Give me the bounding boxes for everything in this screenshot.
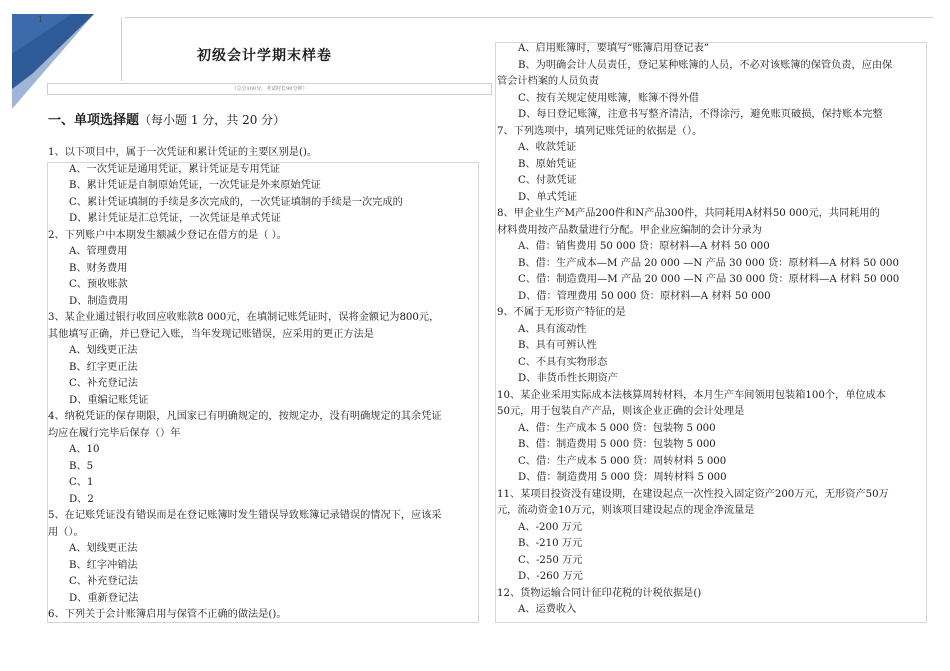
option-line: D、借：管理费用 50 000 贷：原材料—A 材料 50 000 <box>518 290 771 302</box>
question-line: 50元，用于包装自产产品，则该企业正确的会计处理是 <box>497 406 745 417</box>
question-line: 1、以下项目中，属于一次凭证和累计凭证的主要区别是()。 <box>48 147 318 158</box>
option-line: B、红字更正法 <box>69 361 138 373</box>
left-column <box>48 145 480 624</box>
option-line: A、10 <box>69 444 100 455</box>
option-line: C、补充登记法 <box>69 576 138 587</box>
option-line: A、划线更正法 <box>69 543 138 554</box>
question-line: 2、下列账户中本期发生额减少登记在借方的是（ ）。 <box>48 229 287 241</box>
page-title: 初级会计学期末样卷 <box>197 48 332 64</box>
question-line: 7、下列选项中，填列记账凭证的依据是（）。 <box>497 125 703 137</box>
option-line: B、为明确会计人员责任，登记某种账簿的人员，不必对该账簿的保管负责，应由保 <box>518 59 893 71</box>
question-line: 4、纳税凭证的保存期限，凡国家已有明确规定的，按规定办，没有明确规定的其余凭证 <box>48 411 442 422</box>
question-line: 管会计档案的人员负责 <box>497 76 599 87</box>
exam-info-box: （总分100分，考试时长90分钟） <box>47 83 492 95</box>
option-line: C、-250 万元 <box>518 554 583 566</box>
question-line: 材料费用按产品数量进行分配。甲企业应编制的会计分录为 <box>497 224 762 236</box>
option-line: D、借：制造费用 5 000 贷：周转材料 5 000 <box>518 472 727 483</box>
option-line: A、-200 万元 <box>518 521 583 533</box>
option-line: D、非货币性长期资产 <box>518 373 618 384</box>
option-line: C、借：制造费用—M 产品 20 000 —N 产品 30 000 贷：原材料—A 材料 50 000 <box>518 274 900 285</box>
question-line: 8、甲企业生产M产品200件和N产品300件，共同耗用A材料50 000元，共同耗用的 <box>497 208 880 219</box>
option-line: A、借：生产成本 5 000 贷：包装物 5 000 <box>518 422 716 434</box>
option-line: D、-260 万元 <box>518 571 583 582</box>
question-line: 9、不属于无形资产特征的是 <box>497 307 626 318</box>
option-line: A、运费收入 <box>518 604 577 615</box>
option-line: C、按有关规定使用账簿，账簿不得外借 <box>518 92 699 104</box>
section-note: （每小题 1 分，共 20 分） <box>139 113 286 127</box>
option-line: D、累计凭证是汇总凭证，一次凭证是单式凭证 <box>69 213 281 224</box>
page-number: 1 <box>38 15 44 24</box>
question-line: 3、某企业通过银行收回应收账款8 000元，在填制记账凭证时，误将金额记为800元， <box>48 312 440 323</box>
option-line: C、预收账款 <box>69 279 128 290</box>
option-line: A、一次凭证是通用凭证，累计凭证是专用凭证 <box>69 163 281 175</box>
option-line: C、补充登记法 <box>69 378 138 389</box>
option-line: B、原始凭证 <box>518 158 577 170</box>
question-line: 10、某企业采用实际成本法核算周转材料，本月生产车间领用包装箱100个，单位成本 <box>497 389 886 401</box>
option-line: C、借：生产成本 5 000 贷：周转材料 5 000 <box>518 455 727 467</box>
header-rule <box>125 17 933 18</box>
question-line: 均应在履行完毕后保存（）年 <box>48 427 181 439</box>
option-line: B、红字冲销法 <box>69 559 138 571</box>
option-line: D、重编记账凭证 <box>69 394 149 406</box>
option-line: A、具有流动性 <box>518 323 587 335</box>
option-line: C、不具有实物形态 <box>518 356 608 368</box>
option-line: A、借：销售费用 50 000 贷：原材料—A 材料 50 000 <box>518 241 770 252</box>
question-line: 11、某项目投资没有建设期，在建设起点一次性投入固定资产200万元，无形资产50万 <box>497 488 889 500</box>
option-line: D、2 <box>69 493 94 505</box>
option-line: C、累计凭证填制的手续是多次完成的，一次凭证填制的手续是一次完成的 <box>69 196 403 208</box>
question-line: 6、下列关于会计账簿启用与保管不正确的做法是()。 <box>48 609 287 620</box>
option-line: B、累计凭证是自制原始凭证，一次凭证是外来原始凭证 <box>69 180 321 191</box>
option-line: A、启用账簿时，要填写“账簿启用登记表” <box>518 43 709 54</box>
option-line: A、管理费用 <box>69 246 128 257</box>
question-line: 其他填写正确，并已登记入账，当年发现记账错误，应采用的更正方法是 <box>48 328 374 340</box>
option-line: B、借：生产成本—M 产品 20 000 —N 产品 30 000 贷：原材料—A 材料 50 000 <box>518 257 899 269</box>
option-line: D、重新登记法 <box>69 592 139 604</box>
option-line: A、划线更正法 <box>69 345 138 356</box>
option-line: D、每日登记账簿，注意书写整齐清洁，不得涂污，避免账页破损，保持账本完整 <box>518 109 883 120</box>
question-line: 12、货物运输合同计征印花税的计税依据是() <box>497 587 702 599</box>
question-line: 5、在记账凭证没有错误而是在登记账簿时发生错误导致账簿记录错误的情况下，应该采 <box>48 510 442 521</box>
question-line: 用（）。 <box>48 526 84 538</box>
option-line: D、单式凭证 <box>518 191 578 203</box>
section-heading <box>48 109 285 128</box>
section-title: 一、单项选择题 <box>48 113 140 128</box>
option-line: D、制造费用 <box>69 295 129 307</box>
option-line: A、收款凭证 <box>518 142 577 153</box>
option-line: C、1 <box>69 477 94 488</box>
option-line: C、付款凭证 <box>518 175 577 186</box>
option-line: B、具有可辨认性 <box>518 340 597 351</box>
option-line: B、借：制造费用 5 000 贷：包装物 5 000 <box>518 439 716 450</box>
option-line: B、财务费用 <box>69 262 128 274</box>
header-vertical-rule <box>121 17 122 81</box>
option-line: B、-210 万元 <box>518 538 583 549</box>
question-line: 元，流动资金10万元，则该项目建设起点的现金净流量是 <box>497 505 755 516</box>
option-line: B、5 <box>69 460 94 472</box>
right-column <box>497 41 929 619</box>
